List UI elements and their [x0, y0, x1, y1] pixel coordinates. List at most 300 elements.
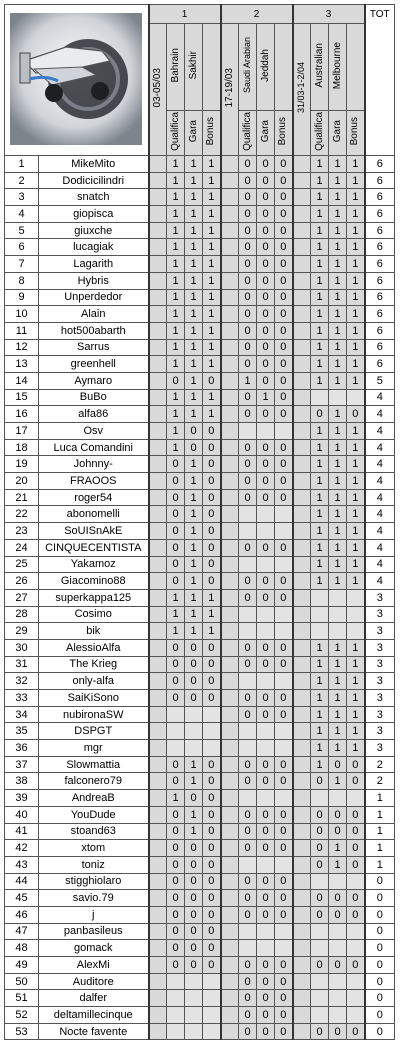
score-cell: 0: [167, 773, 185, 790]
total-cell: 6: [365, 256, 395, 273]
position-cell: 44: [5, 873, 39, 890]
score-cell: 0: [239, 773, 257, 790]
position-cell: 16: [5, 406, 39, 423]
score-cell: 1: [203, 589, 221, 606]
score-cell: 0: [185, 639, 203, 656]
score-cell: [167, 706, 185, 723]
score-cell: 1: [185, 239, 203, 256]
score-cell: [275, 606, 293, 623]
table-row: [5, 523, 395, 540]
score-cell: 1: [203, 239, 221, 256]
position-cell: 15: [5, 389, 39, 406]
sub-label-text: Gara: [259, 120, 271, 143]
total-cell: 0: [365, 906, 395, 923]
score-cell: 1: [185, 406, 203, 423]
score-cell: 0: [239, 439, 257, 456]
group-3-date-col: [293, 539, 311, 556]
score-cell: 1: [347, 256, 365, 273]
score-cell: [203, 706, 221, 723]
score-cell: 0: [239, 539, 257, 556]
group-2-date-col: [221, 556, 239, 573]
score-cell: 0: [257, 172, 275, 189]
score-cell: 1: [329, 239, 347, 256]
total-cell: 0: [365, 957, 395, 974]
score-cell: 1: [185, 756, 203, 773]
score-cell: [203, 723, 221, 740]
total-cell: 4: [365, 489, 395, 506]
score-cell: [239, 556, 257, 573]
score-cell: 1: [311, 723, 329, 740]
logo-cell: [5, 5, 149, 156]
group-3-sub-qualifica: [311, 111, 329, 156]
score-cell: [257, 523, 275, 540]
score-cell: [311, 389, 329, 406]
total-cell: 4: [365, 539, 395, 556]
score-cell: [347, 606, 365, 623]
score-cell: 1: [329, 706, 347, 723]
score-cell: 0: [167, 473, 185, 490]
score-cell: 1: [329, 272, 347, 289]
score-cell: 0: [329, 957, 347, 974]
score-cell: [311, 873, 329, 890]
score-cell: 0: [203, 790, 221, 807]
score-cell: 1: [347, 206, 365, 223]
score-cell: 0: [239, 489, 257, 506]
score-cell: 1: [203, 306, 221, 323]
score-cell: 1: [185, 256, 203, 273]
group-2-sub-gara: [257, 111, 275, 156]
score-cell: [329, 389, 347, 406]
player-name-cell: stoand63: [39, 823, 149, 840]
score-cell: 0: [239, 256, 257, 273]
score-cell: [257, 856, 275, 873]
score-cell: [275, 923, 293, 940]
score-cell: [185, 723, 203, 740]
total-cell: 1: [365, 790, 395, 807]
score-cell: 1: [185, 372, 203, 389]
score-cell: 0: [257, 573, 275, 590]
total-cell: 6: [365, 239, 395, 256]
score-cell: 0: [257, 823, 275, 840]
group-2-date-col: [221, 456, 239, 473]
group-3-session-2: [329, 24, 347, 111]
position-cell: 8: [5, 272, 39, 289]
score-cell: 0: [167, 923, 185, 940]
score-cell: 1: [347, 456, 365, 473]
score-cell: 1: [311, 289, 329, 306]
group-3-date-col: [293, 589, 311, 606]
score-cell: 1: [167, 389, 185, 406]
player-name-cell: gomack: [39, 940, 149, 957]
score-cell: 1: [167, 172, 185, 189]
score-cell: 0: [275, 589, 293, 606]
score-cell: 1: [185, 806, 203, 823]
player-name-cell: Cosimo: [39, 606, 149, 623]
table-row: [5, 790, 395, 807]
score-cell: 1: [167, 356, 185, 373]
score-cell: 0: [185, 673, 203, 690]
score-cell: 1: [347, 189, 365, 206]
table-row: [5, 222, 395, 239]
group-1-date-col: [149, 306, 167, 323]
score-cell: 1: [311, 506, 329, 523]
score-cell: 1: [329, 289, 347, 306]
score-cell: [167, 1007, 185, 1024]
score-cell: 1: [329, 573, 347, 590]
group-1-date-col: [149, 389, 167, 406]
position-cell: 45: [5, 890, 39, 907]
group-2-date-col: [221, 539, 239, 556]
score-cell: [257, 723, 275, 740]
score-cell: 1: [347, 339, 365, 356]
score-cell: 1: [329, 406, 347, 423]
group-2-date-col: [221, 372, 239, 389]
table-row: [5, 656, 395, 673]
group-2-spacer: [275, 24, 293, 111]
score-cell: 0: [185, 873, 203, 890]
score-cell: 1: [185, 473, 203, 490]
sub-label-text: Gara: [187, 120, 199, 143]
score-cell: 1: [347, 489, 365, 506]
player-name-cell: deltamillecinque: [39, 1007, 149, 1024]
group-1-date-col: [149, 623, 167, 640]
score-cell: 1: [311, 339, 329, 356]
group-2-session-1-text: Saudi Arabian: [242, 37, 252, 94]
group-3-date-col: [293, 639, 311, 656]
group-2-date-col: [221, 690, 239, 707]
score-cell: 0: [185, 656, 203, 673]
score-cell: 1: [329, 673, 347, 690]
group-1-date-col: [149, 506, 167, 523]
table-row: [5, 740, 395, 757]
total-cell: 0: [365, 940, 395, 957]
score-cell: [239, 673, 257, 690]
score-cell: 0: [311, 957, 329, 974]
table-row: [5, 940, 395, 957]
score-cell: [311, 589, 329, 606]
group-3-date-col: [293, 206, 311, 223]
score-cell: [275, 623, 293, 640]
score-cell: 0: [203, 756, 221, 773]
score-cell: [275, 790, 293, 807]
position-cell: 42: [5, 840, 39, 857]
score-cell: 0: [275, 840, 293, 857]
table-row: [5, 673, 395, 690]
player-name-cell: AndreaB: [39, 790, 149, 807]
score-cell: 1: [347, 656, 365, 673]
group-1-sub-gara: [185, 111, 203, 156]
player-name-cell: Giacomino88: [39, 573, 149, 590]
score-cell: 0: [167, 489, 185, 506]
score-cell: 1: [329, 840, 347, 857]
group-3-date-col: [293, 189, 311, 206]
table-row: [5, 489, 395, 506]
score-cell: 1: [347, 322, 365, 339]
score-cell: 0: [239, 573, 257, 590]
position-cell: 51: [5, 990, 39, 1007]
score-cell: 0: [311, 840, 329, 857]
score-cell: [311, 973, 329, 990]
group-2-date-col: [221, 439, 239, 456]
score-cell: 1: [329, 206, 347, 223]
score-cell: 1: [311, 256, 329, 273]
score-cell: 0: [257, 756, 275, 773]
group-1-date-col: [149, 172, 167, 189]
score-cell: 0: [311, 1023, 329, 1040]
player-name-cell: BuBo: [39, 389, 149, 406]
score-cell: 1: [311, 239, 329, 256]
score-cell: 1: [185, 156, 203, 173]
score-cell: [347, 790, 365, 807]
table-row: [5, 272, 395, 289]
score-cell: 0: [203, 372, 221, 389]
score-cell: 1: [203, 289, 221, 306]
group-1-date-col: [149, 906, 167, 923]
score-cell: 1: [311, 439, 329, 456]
score-cell: [203, 973, 221, 990]
score-cell: 0: [311, 856, 329, 873]
player-name-cell: savio.79: [39, 890, 149, 907]
group-3-date-col: [293, 773, 311, 790]
group-3-date-col: [293, 423, 311, 440]
score-cell: 0: [167, 656, 185, 673]
score-cell: [257, 423, 275, 440]
score-cell: [185, 990, 203, 1007]
score-cell: 0: [239, 456, 257, 473]
score-cell: 1: [329, 656, 347, 673]
group-3-spacer: [347, 24, 365, 111]
group-1-date-col: [149, 606, 167, 623]
group-2-date-col: [221, 773, 239, 790]
score-cell: 1: [347, 306, 365, 323]
score-cell: [239, 423, 257, 440]
score-cell: 0: [239, 1007, 257, 1024]
position-cell: 43: [5, 856, 39, 873]
score-cell: 1: [347, 439, 365, 456]
player-name-cell: giuxche: [39, 222, 149, 239]
score-cell: [329, 923, 347, 940]
total-cell: 6: [365, 206, 395, 223]
group-1-date-col: [149, 289, 167, 306]
score-cell: 1: [329, 690, 347, 707]
score-cell: 0: [275, 272, 293, 289]
score-cell: 0: [347, 957, 365, 974]
score-cell: [275, 506, 293, 523]
score-cell: [347, 990, 365, 1007]
score-cell: 1: [167, 623, 185, 640]
score-cell: 0: [257, 1023, 275, 1040]
score-cell: 1: [203, 189, 221, 206]
group-3-date-col: [293, 1023, 311, 1040]
score-cell: 1: [185, 489, 203, 506]
group-2-date-col: [221, 222, 239, 239]
score-cell: [329, 606, 347, 623]
group-1-date: [149, 24, 167, 156]
score-cell: 1: [203, 322, 221, 339]
score-cell: 0: [257, 372, 275, 389]
group-3-date-col: [293, 506, 311, 523]
score-cell: 0: [239, 156, 257, 173]
score-cell: [347, 389, 365, 406]
group-2-date-col: [221, 389, 239, 406]
score-cell: 0: [239, 589, 257, 606]
group-3-date-col: [293, 256, 311, 273]
score-cell: 1: [329, 256, 347, 273]
group-1-date-col: [149, 489, 167, 506]
score-cell: 1: [203, 606, 221, 623]
player-name-cell: The Krieg: [39, 656, 149, 673]
group-3-label: 3: [293, 5, 365, 24]
position-cell: 1: [5, 156, 39, 173]
score-cell: [311, 623, 329, 640]
group-2-date-col: [221, 823, 239, 840]
score-cell: 0: [203, 556, 221, 573]
score-cell: 1: [311, 690, 329, 707]
group-2-date: [221, 24, 239, 156]
score-cell: [257, 506, 275, 523]
score-cell: 0: [257, 473, 275, 490]
score-cell: 1: [329, 740, 347, 757]
score-cell: 0: [239, 973, 257, 990]
score-cell: 0: [329, 756, 347, 773]
score-cell: 0: [347, 756, 365, 773]
score-cell: 1: [167, 206, 185, 223]
group-2-date-col: [221, 506, 239, 523]
score-cell: 0: [203, 856, 221, 873]
score-cell: 1: [347, 573, 365, 590]
score-cell: 0: [239, 890, 257, 907]
score-cell: [167, 990, 185, 1007]
group-3-date-col: [293, 756, 311, 773]
score-cell: 1: [167, 289, 185, 306]
group-3-date-text: 31/03-1-2/04: [296, 62, 307, 114]
sub-label-text: Gara: [331, 120, 343, 143]
total-cell: 0: [365, 1023, 395, 1040]
score-cell: 1: [347, 372, 365, 389]
group-3-date-col: [293, 990, 311, 1007]
score-cell: 1: [203, 206, 221, 223]
player-name-cell: bik: [39, 623, 149, 640]
group-2-date-col: [221, 606, 239, 623]
position-cell: 19: [5, 456, 39, 473]
score-cell: 0: [203, 523, 221, 540]
group-1-date-col: [149, 840, 167, 857]
group-3-date-col: [293, 272, 311, 289]
position-cell: 2: [5, 172, 39, 189]
score-cell: 0: [203, 673, 221, 690]
group-1-date-col: [149, 690, 167, 707]
score-cell: 1: [311, 156, 329, 173]
position-cell: 9: [5, 289, 39, 306]
player-name-cell: dalfer: [39, 990, 149, 1007]
score-cell: 0: [203, 906, 221, 923]
group-2-date-col: [221, 806, 239, 823]
sub-label-text: Bonus: [205, 117, 217, 146]
score-cell: 0: [311, 906, 329, 923]
score-cell: 0: [347, 1023, 365, 1040]
table-row: [5, 456, 395, 473]
group-1-date-col: [149, 706, 167, 723]
score-cell: 0: [275, 372, 293, 389]
score-cell: 0: [203, 656, 221, 673]
score-cell: 1: [329, 773, 347, 790]
position-cell: 18: [5, 439, 39, 456]
score-cell: 0: [203, 456, 221, 473]
total-cell: 4: [365, 573, 395, 590]
score-cell: 0: [257, 189, 275, 206]
score-cell: 0: [257, 239, 275, 256]
score-cell: 1: [311, 272, 329, 289]
position-cell: 48: [5, 940, 39, 957]
total-cell: 4: [365, 523, 395, 540]
score-cell: 1: [167, 239, 185, 256]
sub-label-text: Qualifica: [241, 112, 253, 151]
score-cell: 0: [167, 573, 185, 590]
score-cell: 0: [275, 706, 293, 723]
group-1-date-col: [149, 740, 167, 757]
score-cell: 0: [311, 406, 329, 423]
score-cell: 0: [239, 306, 257, 323]
group-1-sub-qualifica: [167, 111, 185, 156]
table-row: [5, 973, 395, 990]
score-cell: 0: [203, 439, 221, 456]
total-cell: 1: [365, 806, 395, 823]
score-cell: 0: [275, 473, 293, 490]
score-cell: 0: [275, 339, 293, 356]
group-3-date-col: [293, 339, 311, 356]
score-cell: [347, 873, 365, 890]
score-cell: 0: [239, 172, 257, 189]
score-cell: 0: [257, 322, 275, 339]
score-cell: 1: [347, 539, 365, 556]
table-row: [5, 473, 395, 490]
score-cell: 0: [203, 423, 221, 440]
score-cell: 0: [167, 856, 185, 873]
score-cell: 0: [239, 639, 257, 656]
total-cell: 0: [365, 923, 395, 940]
score-cell: [311, 923, 329, 940]
table-row: [5, 506, 395, 523]
group-3-date-col: [293, 322, 311, 339]
score-cell: 1: [185, 189, 203, 206]
group-1-date-col: [149, 756, 167, 773]
position-cell: 33: [5, 690, 39, 707]
total-cell: 5: [365, 372, 395, 389]
total-cell: 3: [365, 740, 395, 757]
score-cell: 1: [167, 606, 185, 623]
position-cell: 52: [5, 1007, 39, 1024]
score-cell: 1: [347, 556, 365, 573]
score-cell: 0: [167, 506, 185, 523]
score-cell: 0: [275, 356, 293, 373]
position-cell: 22: [5, 506, 39, 523]
score-cell: 0: [257, 256, 275, 273]
score-cell: 1: [203, 389, 221, 406]
score-cell: 0: [257, 306, 275, 323]
score-cell: 0: [257, 406, 275, 423]
score-cell: 0: [257, 356, 275, 373]
position-cell: 13: [5, 356, 39, 373]
score-cell: 1: [311, 740, 329, 757]
score-cell: 0: [239, 189, 257, 206]
score-cell: 0: [257, 456, 275, 473]
score-cell: 1: [347, 356, 365, 373]
score-cell: [203, 990, 221, 1007]
group-2-date-col: [221, 1007, 239, 1024]
score-cell: 1: [167, 439, 185, 456]
group-3-date-col: [293, 306, 311, 323]
group-3-date-col: [293, 1007, 311, 1024]
